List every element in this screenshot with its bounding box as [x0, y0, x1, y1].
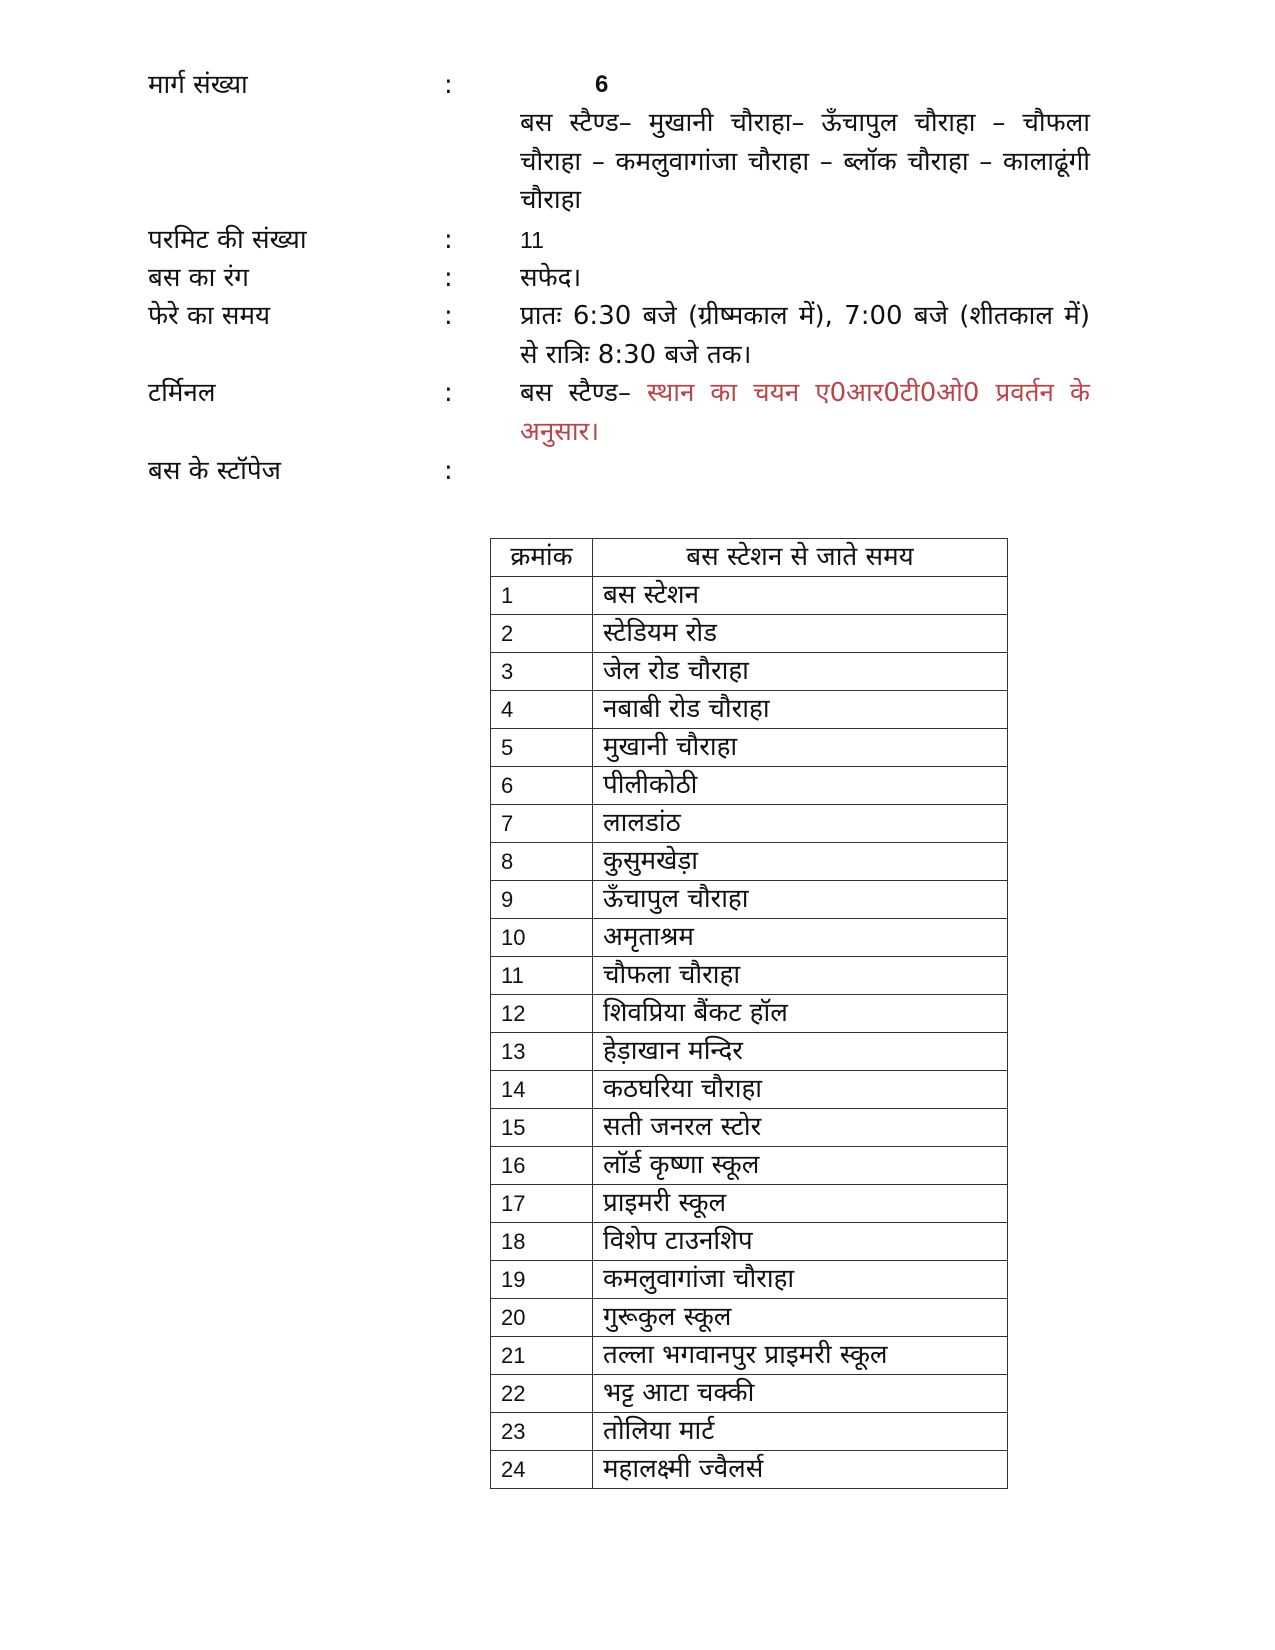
- colon: :: [444, 225, 453, 255]
- stop-name: ऊँचापुल चौराहा: [593, 881, 1008, 919]
- table-row: [491, 957, 1008, 995]
- stop-name: स्टेडियम रोड: [593, 615, 1008, 653]
- table-body: [491, 577, 1008, 1489]
- colon: :: [444, 301, 453, 331]
- table-row: [491, 1375, 1008, 1413]
- serial-number: 10: [491, 919, 593, 957]
- stop-name: लालडांठ: [593, 805, 1008, 843]
- stop-name: बस स्टेशन: [593, 577, 1008, 615]
- terminal-location: बस स्टैण्ड–: [520, 378, 631, 408]
- colon: :: [444, 70, 453, 100]
- table-row: [491, 1223, 1008, 1261]
- table-row: [491, 1261, 1008, 1299]
- stop-name: हेड़ाखान मन्दिर: [593, 1033, 1008, 1071]
- route-number-value: 6: [595, 71, 609, 98]
- stop-name: भट्ट आटा चक्की: [593, 1375, 1008, 1413]
- serial-number: 3: [491, 653, 593, 691]
- serial-number: 18: [491, 1223, 593, 1261]
- serial-number: 22: [491, 1375, 593, 1413]
- colon: :: [444, 378, 453, 408]
- trip-time-label: फेरे का समय: [148, 301, 271, 331]
- serial-number: 24: [491, 1451, 593, 1489]
- serial-number: 17: [491, 1185, 593, 1223]
- table-row: [491, 805, 1008, 843]
- trip-time-value: प्रातः 6:30 बजे (ग्रीष्मकाल में), 7:00 बजे (शीतकाल में) से रात्रिः 8:30 बजे तक।: [520, 301, 1090, 370]
- serial-number: 23: [491, 1413, 593, 1451]
- permits-label: परमिट की संख्या: [148, 225, 307, 255]
- stop-name: विशेप टाउनशिप: [593, 1223, 1008, 1261]
- serial-number: 14: [491, 1071, 593, 1109]
- table-row: [491, 1071, 1008, 1109]
- stop-name: प्राइमरी स्कूल: [593, 1185, 1008, 1223]
- serial-number: 7: [491, 805, 593, 843]
- stop-name: कमलुवागांजा चौराहा: [593, 1261, 1008, 1299]
- serial-number: 6: [491, 767, 593, 805]
- stop-name: जेल रोड चौराहा: [593, 653, 1008, 691]
- table-row: [491, 767, 1008, 805]
- serial-number: 15: [491, 1109, 593, 1147]
- table-row: [491, 843, 1008, 881]
- colon: :: [444, 263, 453, 293]
- permits-value: 11: [520, 227, 544, 253]
- table-row: [491, 577, 1008, 615]
- serial-number: 16: [491, 1147, 593, 1185]
- table-header-row: [491, 539, 1008, 577]
- table-row: [491, 995, 1008, 1033]
- terminal-value: [520, 374, 1090, 451]
- table-row: [491, 1337, 1008, 1375]
- serial-number: 19: [491, 1261, 593, 1299]
- terminal-label: टर्मिनल: [148, 378, 216, 408]
- table-row: [491, 919, 1008, 957]
- terminal-note: स्थान का चयन ए0आर0टी0ओ0 प्रवर्तन के अनुसार।: [520, 378, 1091, 447]
- bus-color-value: सफेद।: [520, 263, 582, 293]
- table-row: [491, 1033, 1008, 1071]
- serial-number: 11: [491, 957, 593, 995]
- serial-number: 4: [491, 691, 593, 729]
- stop-name: चौफला चौराहा: [593, 957, 1008, 995]
- stop-name: नबाबी रोड चौराहा: [593, 691, 1008, 729]
- stop-name: गुरूकुल स्कूल: [593, 1299, 1008, 1337]
- bus-color-label: बस का रंग: [148, 263, 249, 293]
- table-row: [491, 881, 1008, 919]
- stop-name: पीलीकोठी: [593, 767, 1008, 805]
- table-row: [491, 729, 1008, 767]
- table-row: [491, 1413, 1008, 1451]
- stop-header: बस स्टेशन से जाते समय: [593, 539, 1008, 577]
- serial-number: 1: [491, 577, 593, 615]
- table-row: [491, 1185, 1008, 1223]
- stop-name: कुसुमखेड़ा: [593, 843, 1008, 881]
- table-row: [491, 1451, 1008, 1489]
- stop-name: तल्ला भगवानपुर प्राइमरी स्कूल: [593, 1337, 1008, 1375]
- stop-name: मुखानी चौराहा: [593, 729, 1008, 767]
- table-row: [491, 615, 1008, 653]
- serial-number: 13: [491, 1033, 593, 1071]
- stoppages-label: बस के स्टॉपेज: [148, 456, 281, 486]
- serial-number: 5: [491, 729, 593, 767]
- colon: :: [444, 456, 453, 486]
- serial-number: 2: [491, 615, 593, 653]
- stop-name: कठघरिया चौराहा: [593, 1071, 1008, 1109]
- table-row: [491, 653, 1008, 691]
- serial-header: क्रमांक: [491, 539, 593, 577]
- serial-number: 9: [491, 881, 593, 919]
- serial-number: 12: [491, 995, 593, 1033]
- route-number-block: [520, 66, 1090, 220]
- serial-number: 20: [491, 1299, 593, 1337]
- stop-name: तोलिया मार्ट: [593, 1413, 1008, 1451]
- stop-name: शिवप्रिया बैंकट हॉल: [593, 995, 1008, 1033]
- table-row: [491, 1109, 1008, 1147]
- stop-name: अमृताश्रम: [593, 919, 1008, 957]
- table-row: [491, 691, 1008, 729]
- route-number-label: मार्ग संख्या: [148, 70, 248, 100]
- table-row: [491, 1299, 1008, 1337]
- table-row: [491, 1147, 1008, 1185]
- serial-number: 8: [491, 843, 593, 881]
- stop-name: सती जनरल स्टोर: [593, 1109, 1008, 1147]
- serial-number: 21: [491, 1337, 593, 1375]
- stop-name: लॉर्ड कृष्णा स्कूल: [593, 1147, 1008, 1185]
- route-description: बस स्टैण्ड– मुखानी चौराहा– ऊँचापुल चौराहा – चौफला चौराहा – कमलुवागांजा चौराहा – ब्लॉक चौराहा – कालाढूंगी चौराहा: [520, 108, 1090, 215]
- stoppage-table: [490, 538, 1008, 1489]
- stop-name: महालक्ष्मी ज्वैलर्स: [593, 1451, 1008, 1489]
